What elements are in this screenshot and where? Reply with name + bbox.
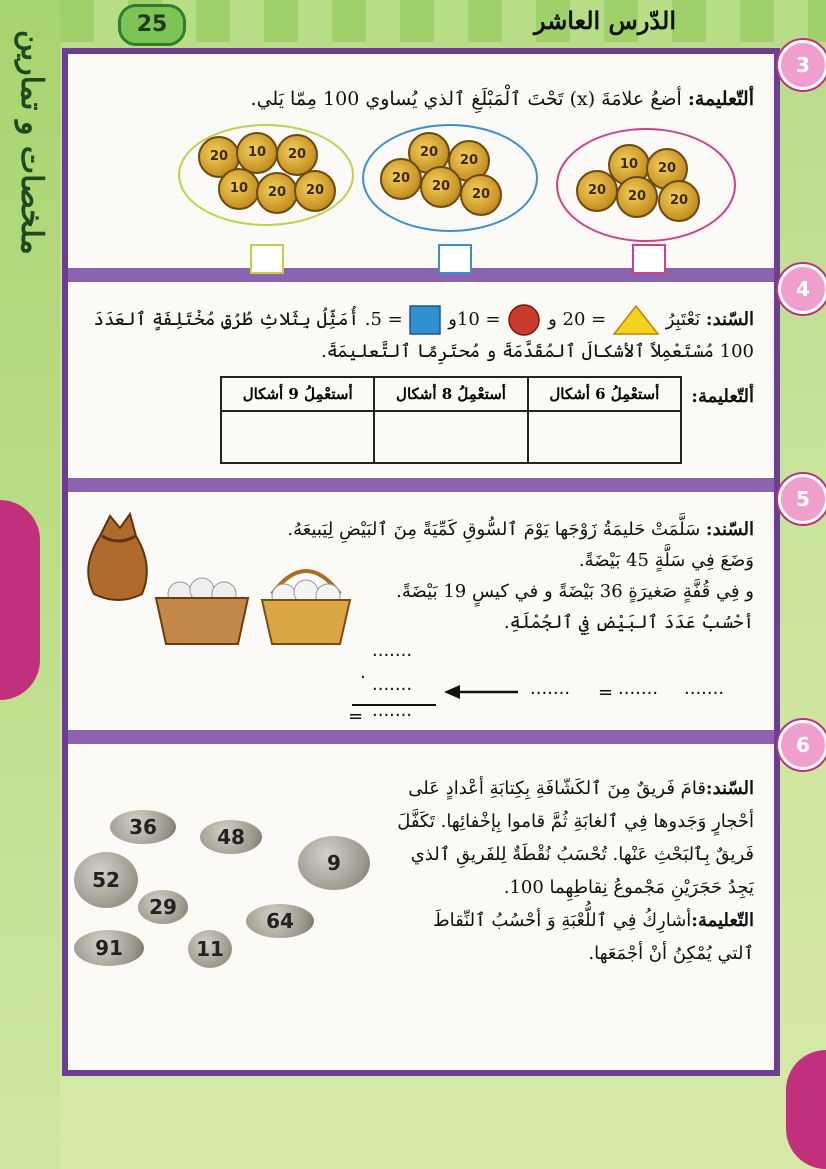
left-decoration xyxy=(0,500,40,700)
dots-c: ....... xyxy=(684,678,725,699)
coin: 10 xyxy=(608,144,650,186)
equals-sign: = xyxy=(348,706,364,727)
basket-icon xyxy=(150,568,254,648)
sanad-label: السّند: xyxy=(705,519,754,540)
instruction-label: التّعليمة: xyxy=(691,910,754,931)
answer-checkbox-1[interactable] xyxy=(250,244,284,274)
egg-basket-icon xyxy=(256,554,356,648)
stone: 36 xyxy=(110,810,176,844)
side-label: ملخصات و تمارين xyxy=(14,30,49,255)
table-header: أستعْمِلُ 6 أشكال xyxy=(528,377,681,411)
ex4-instruction-label: ألتّعليمة: xyxy=(691,386,754,407)
answer-checkbox-3[interactable] xyxy=(632,244,666,274)
ex5-line-3: و فِي قُفَّةٍ صَغيرَةٍ 36 بَيْضَةً و في كيسٍ 19 بَيْضَةً. xyxy=(396,581,754,602)
dot: . xyxy=(360,662,366,683)
ex5-text xyxy=(287,514,754,638)
sanad-text: قامَ فَريقٌ مِنَ ٱلكَشّافَةِ بِكِتابَةِ أعْدادٍ عَلى أحْجارٍ وَجَدوها فِي ٱلغابَةِ ثُمَّ قاموا بِإخْفائِها. تَكَفَّلَ فَريقٌ بِٱلبَحْثِ عَنْها. تُحْسَبُ نُقْطَةٌ لِلفَريقِ ٱلذي يَجِدُ حَجَرَيْنِ مَجْموعُ نِقاطِهِما 100. xyxy=(397,778,754,898)
coin: 20 xyxy=(256,172,298,214)
stone: 52 xyxy=(74,852,138,908)
dots-b: ....... xyxy=(618,678,659,699)
coin: 20 xyxy=(276,134,318,176)
coin: 20 xyxy=(294,170,336,212)
answer-cell-6[interactable] xyxy=(528,411,681,463)
ex3-instruction xyxy=(251,88,754,110)
sack-icon xyxy=(80,506,154,606)
equation-equals: = xyxy=(598,682,614,703)
page-number: 25 xyxy=(118,4,186,46)
square-icon xyxy=(408,304,442,336)
stone: 29 xyxy=(138,890,188,924)
stone: 91 xyxy=(74,930,144,966)
exercise-5 xyxy=(68,492,774,744)
ex5-line-2: وَضَعَ فِي سَلَّةٍ 45 بَيْضَةً. xyxy=(578,550,754,571)
lesson-title: الدّرس العاشر xyxy=(533,6,676,35)
exercise-4 xyxy=(68,282,774,492)
stone: 9 xyxy=(298,836,370,890)
ex6-text xyxy=(394,772,754,970)
instruction-text: أشارِكُ فِي ٱللُّعْبَةِ وَ أحْسُبُ ٱلنِّقاطَ ٱلتي يُمْكِنُ أنْ أجْمَعَها. xyxy=(432,910,754,964)
stone: 64 xyxy=(246,904,314,938)
exercise-number-badge: 4 xyxy=(778,264,826,314)
dots-result: ....... xyxy=(372,700,413,721)
triangle-value: = 20 و xyxy=(548,309,607,330)
coin: 20 xyxy=(448,140,490,182)
exercise-frame xyxy=(62,48,810,1076)
table-header: أستعْمِلُ 9 أشكال xyxy=(221,377,374,411)
circle-value: = 10و xyxy=(448,309,501,330)
stone: 11 xyxy=(188,930,232,968)
square-value: = 5. أُمَثِّلُ بِثَلاثِ طُرُقٍ مُخْتَلِفَةٍ ٱلعَدَدَ xyxy=(93,309,403,330)
shapes-table xyxy=(220,376,682,464)
dots-top: ....... xyxy=(372,640,413,661)
coin: 20 xyxy=(646,148,688,190)
coin: 20 xyxy=(616,176,658,218)
ex5-line-1: سَلَّمَتْ حَليمَةُ زَوْجَها يَوْمَ ٱلسُّوقِ كَمِّيَةً مِنَ ٱلبَيْضِ لِيَبيعَهُ. xyxy=(287,519,701,540)
triangle-icon xyxy=(612,304,660,336)
coin: 20 xyxy=(576,170,618,212)
sanad-label: السّند: xyxy=(705,778,754,799)
instruction-text: أضعُ علامَةَ (x) تَحْتَ ٱلْمَبْلَغِ ٱلذي يُساوي 100 مِمّا يَلي. xyxy=(250,88,682,110)
ex5-line-4: أحْسُبُ عَدَدَ ٱلبَيْضِ فِي ٱلجُمْلَةِ. xyxy=(503,612,754,633)
answer-cell-8[interactable] xyxy=(374,411,527,463)
coin: 20 xyxy=(420,166,462,208)
ex4-sanad xyxy=(74,304,754,368)
exercise-number-badge: 3 xyxy=(778,40,826,90)
exercise-number-badge: 5 xyxy=(778,474,826,524)
coin: 20 xyxy=(460,174,502,216)
right-decoration xyxy=(786,1050,826,1169)
instruction-label: ألتّعليمة: xyxy=(687,88,754,110)
coin: 20 xyxy=(408,132,450,174)
stone: 48 xyxy=(200,820,262,854)
answer-checkbox-2[interactable] xyxy=(438,244,472,274)
coin: 10 xyxy=(218,168,260,210)
circle-icon xyxy=(506,304,542,336)
coin: 20 xyxy=(380,158,422,200)
exercise-3 xyxy=(68,54,774,282)
dots-mid: ....... xyxy=(372,674,413,695)
coin: 20 xyxy=(658,180,700,222)
dots-a: ....... xyxy=(530,678,571,699)
sanad-label: السّند: xyxy=(705,309,754,330)
coin: 20 xyxy=(198,136,240,178)
answer-cell-9[interactable] xyxy=(221,411,374,463)
arrow-left-icon xyxy=(444,684,520,700)
sanad-text: نَعْتَبِرُ xyxy=(665,309,701,330)
exercise-number-badge: 6 xyxy=(778,720,826,770)
table-header: أستعْمِلُ 8 أشكال xyxy=(374,377,527,411)
sanad-line-2: 100 مُسْتَعْمِلاً ٱلأشكالَ ٱلمُقَدَّمَةَ و مُحتَرِمًا ٱلتَّعليمَةَ. xyxy=(320,341,754,362)
coin: 10 xyxy=(236,132,278,174)
exercise-6 xyxy=(68,744,774,1070)
